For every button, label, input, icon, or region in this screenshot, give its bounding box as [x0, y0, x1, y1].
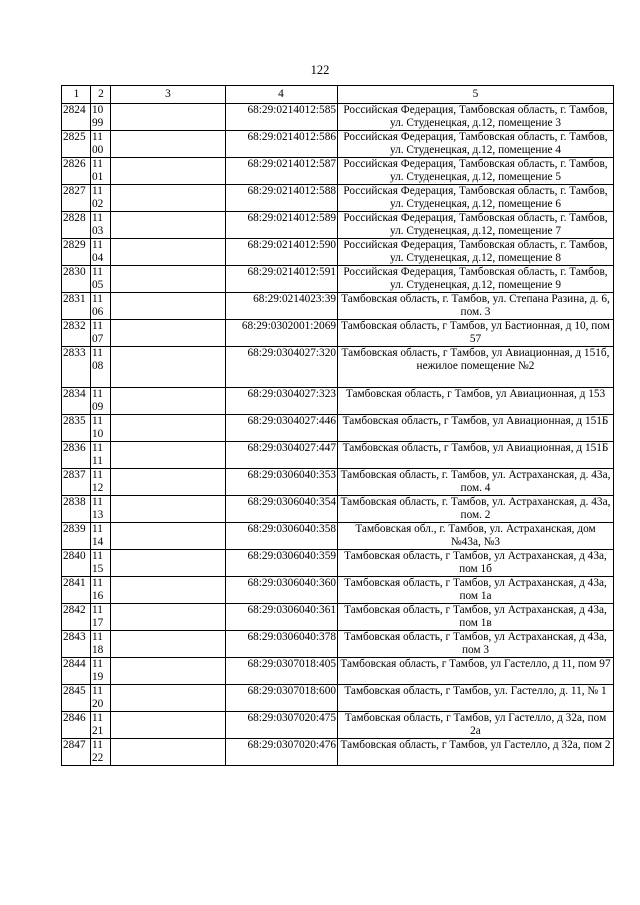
row-empty-cell: [111, 739, 226, 766]
row-empty-cell: [111, 523, 226, 550]
address-cell: Тамбовская область, г. Тамбов, ул. Астраханская, д. 43а, пом. 4: [338, 469, 614, 496]
cadastral-number-cell: 68:29:0306040:359: [226, 550, 338, 577]
table-row: [62, 388, 614, 415]
cadastral-number-cell: 68:29:0306040:361: [226, 604, 338, 631]
row-id-cell: 1117: [91, 604, 111, 631]
row-number-cell: 2843: [62, 631, 91, 658]
row-id-cell: 1111: [91, 442, 111, 469]
header-col-4: 4: [226, 86, 338, 104]
row-number-cell: 2828: [62, 212, 91, 239]
table-row: [62, 604, 614, 631]
row-empty-cell: [111, 185, 226, 212]
table-row: [62, 266, 614, 293]
address-cell: Российская Федерация, Тамбовская область, г. Тамбов, ул. Студенецкая, д.12, помещение 5: [338, 158, 614, 185]
row-number-cell: 2846: [62, 712, 91, 739]
row-number-cell: 2837: [62, 469, 91, 496]
registry-table: [61, 85, 614, 766]
row-id-cell: 1106: [91, 293, 111, 320]
address-cell: Тамбовская область, г Тамбов, ул Авиационная, д 151б, нежилое помещение №2: [338, 347, 614, 388]
table-row: [62, 496, 614, 523]
header-col-1: 1: [62, 86, 91, 104]
row-id-cell: 1114: [91, 523, 111, 550]
page-number: 122: [310, 63, 330, 77]
row-number-cell: 2836: [62, 442, 91, 469]
row-empty-cell: [111, 658, 226, 685]
address-cell: Тамбовская область, г Тамбов, ул Астраханская, д 43а, пом 3: [338, 631, 614, 658]
row-empty-cell: [111, 388, 226, 415]
row-number-cell: 2845: [62, 685, 91, 712]
row-empty-cell: [111, 266, 226, 293]
row-number-cell: 2844: [62, 658, 91, 685]
cadastral-number-cell: 68:29:0214012:587: [226, 158, 338, 185]
row-id-cell: 1120: [91, 685, 111, 712]
address-cell: Тамбовская область, г Тамбов, ул Астраханская, д 43а, пом 1а: [338, 577, 614, 604]
cadastral-number-cell: 68:29:0214012:590: [226, 239, 338, 266]
table-header-row: [62, 86, 614, 104]
address-cell: Российская Федерация, Тамбовская область, г. Тамбов, ул. Студенецкая, д.12, помещение 4: [338, 131, 614, 158]
row-empty-cell: [111, 577, 226, 604]
row-empty-cell: [111, 212, 226, 239]
row-number-cell: 2825: [62, 131, 91, 158]
row-id-cell: 1103: [91, 212, 111, 239]
row-number-cell: 2829: [62, 239, 91, 266]
cadastral-number-cell: 68:29:0304027:447: [226, 442, 338, 469]
cadastral-number-cell: 68:29:0306040:354: [226, 496, 338, 523]
row-empty-cell: [111, 293, 226, 320]
row-number-cell: 2831: [62, 293, 91, 320]
cadastral-number-cell: 68:29:0306040:353: [226, 469, 338, 496]
table-row: [62, 685, 614, 712]
table-row: [62, 212, 614, 239]
table-row: [62, 577, 614, 604]
row-number-cell: 2842: [62, 604, 91, 631]
row-empty-cell: [111, 131, 226, 158]
row-id-cell: 1119: [91, 658, 111, 685]
cadastral-number-cell: 68:29:0304027:320: [226, 347, 338, 388]
row-number-cell: 2834: [62, 388, 91, 415]
address-cell: Российская Федерация, Тамбовская область, г. Тамбов, ул. Студенецкая, д.12, помещение 9: [338, 266, 614, 293]
address-cell: Российская Федерация, Тамбовская область, г. Тамбов, ул. Студенецкая, д.12, помещение 7: [338, 212, 614, 239]
row-number-cell: 2840: [62, 550, 91, 577]
row-id-cell: 1112: [91, 469, 111, 496]
row-id-cell: 1115: [91, 550, 111, 577]
table-row: [62, 347, 614, 388]
address-cell: Тамбовская область, г Тамбов, ул Бастионная, д 10, пом 57: [338, 320, 614, 347]
address-cell: Тамбовская область, г. Тамбов, ул. Степана Разина, д. 6, пом. 3: [338, 293, 614, 320]
address-cell: Тамбовская обл., г. Тамбов, ул. Астраханская, дом №43а, №3: [338, 523, 614, 550]
table-row: [62, 158, 614, 185]
table-row: [62, 469, 614, 496]
row-empty-cell: [111, 104, 226, 131]
address-cell: Тамбовская область, г Тамбов, ул Авиационная, д 151Б: [338, 415, 614, 442]
row-empty-cell: [111, 550, 226, 577]
address-cell: Тамбовская область, г. Тамбов, ул. Астраханская, д. 43а, пом. 2: [338, 496, 614, 523]
address-cell: Российская Федерация, Тамбовская область, г. Тамбов, ул. Студенецкая, д.12, помещение 8: [338, 239, 614, 266]
row-id-cell: 1113: [91, 496, 111, 523]
table-row: [62, 415, 614, 442]
row-id-cell: 1100: [91, 131, 111, 158]
row-number-cell: 2830: [62, 266, 91, 293]
row-id-cell: 1118: [91, 631, 111, 658]
cadastral-number-cell: 68:29:0307020:476: [226, 739, 338, 766]
address-cell: Тамбовская область, г Тамбов, ул Авиационная, д 151Б: [338, 442, 614, 469]
row-number-cell: 2841: [62, 577, 91, 604]
table-row: [62, 631, 614, 658]
address-cell: Тамбовская область, г Тамбов, ул Гастелло, д 32а, пом 2а: [338, 712, 614, 739]
row-id-cell: 1099: [91, 104, 111, 131]
table-row: [62, 185, 614, 212]
cadastral-number-cell: 68:29:0307020:475: [226, 712, 338, 739]
address-cell: Тамбовская область, г Тамбов, ул Гастелло, д 11, пом 97: [338, 658, 614, 685]
table-row: [62, 658, 614, 685]
cadastral-number-cell: 68:29:0214012:585: [226, 104, 338, 131]
header-col-5: 5: [338, 86, 614, 104]
row-id-cell: 1101: [91, 158, 111, 185]
cadastral-number-cell: 68:29:0306040:358: [226, 523, 338, 550]
cadastral-number-cell: 68:29:0304027:323: [226, 388, 338, 415]
row-empty-cell: [111, 158, 226, 185]
row-id-cell: 1109: [91, 388, 111, 415]
cadastral-number-cell: 68:29:0307018:600: [226, 685, 338, 712]
row-id-cell: 1110: [91, 415, 111, 442]
table-body: [62, 104, 614, 766]
row-id-cell: 1121: [91, 712, 111, 739]
row-empty-cell: [111, 496, 226, 523]
row-number-cell: 2832: [62, 320, 91, 347]
table-row: [62, 320, 614, 347]
row-empty-cell: [111, 604, 226, 631]
table-row: [62, 550, 614, 577]
address-cell: Российская Федерация, Тамбовская область, г. Тамбов, ул. Студенецкая, д.12, помещение 3: [338, 104, 614, 131]
row-number-cell: 2833: [62, 347, 91, 388]
row-number-cell: 2835: [62, 415, 91, 442]
row-empty-cell: [111, 469, 226, 496]
table-row: [62, 293, 614, 320]
row-number-cell: 2839: [62, 523, 91, 550]
row-id-cell: 1105: [91, 266, 111, 293]
address-cell: Тамбовская область, г Тамбов, ул Астраханская, д 43а, пом 1в: [338, 604, 614, 631]
row-id-cell: 1122: [91, 739, 111, 766]
cadastral-number-cell: 68:29:0214012:588: [226, 185, 338, 212]
address-cell: Тамбовская область, г Тамбов, ул Авиационная, д 153: [338, 388, 614, 415]
table-row: [62, 712, 614, 739]
header-col-2: 2: [91, 86, 111, 104]
row-number-cell: 2824: [62, 104, 91, 131]
table-row: [62, 523, 614, 550]
row-empty-cell: [111, 712, 226, 739]
cadastral-number-cell: 68:29:0214023:39: [226, 293, 338, 320]
cadastral-number-cell: 68:29:0307018:405: [226, 658, 338, 685]
cadastral-number-cell: 68:29:0306040:360: [226, 577, 338, 604]
row-id-cell: 1104: [91, 239, 111, 266]
row-empty-cell: [111, 631, 226, 658]
row-empty-cell: [111, 442, 226, 469]
address-cell: Тамбовская область, г Тамбов, ул Астраханская, д 43а, пом 1б: [338, 550, 614, 577]
table-row: [62, 104, 614, 131]
cadastral-number-cell: 68:29:0214012:591: [226, 266, 338, 293]
row-number-cell: 2847: [62, 739, 91, 766]
cadastral-number-cell: 68:29:0306040:378: [226, 631, 338, 658]
row-empty-cell: [111, 320, 226, 347]
cadastral-number-cell: 68:29:0302001:2069: [226, 320, 338, 347]
address-cell: Тамбовская область, г Тамбов, ул. Гастелло, д. 11, № 1: [338, 685, 614, 712]
row-number-cell: 2838: [62, 496, 91, 523]
row-id-cell: 1108: [91, 347, 111, 388]
header-col-3: 3: [111, 86, 226, 104]
cadastral-number-cell: 68:29:0304027:446: [226, 415, 338, 442]
row-empty-cell: [111, 239, 226, 266]
cadastral-number-cell: 68:29:0214012:586: [226, 131, 338, 158]
table-row: [62, 442, 614, 469]
cadastral-number-cell: 68:29:0214012:589: [226, 212, 338, 239]
row-id-cell: 1107: [91, 320, 111, 347]
row-empty-cell: [111, 347, 226, 388]
table-row: [62, 739, 614, 766]
row-id-cell: 1102: [91, 185, 111, 212]
address-cell: Российская Федерация, Тамбовская область, г. Тамбов, ул. Студенецкая, д.12, помещение 6: [338, 185, 614, 212]
row-number-cell: 2826: [62, 158, 91, 185]
address-cell: Тамбовская область, г Тамбов, ул Гастелло, д 32а, пом 2: [338, 739, 614, 766]
row-number-cell: 2827: [62, 185, 91, 212]
row-empty-cell: [111, 415, 226, 442]
row-id-cell: 1116: [91, 577, 111, 604]
table-row: [62, 131, 614, 158]
row-empty-cell: [111, 685, 226, 712]
table-row: [62, 239, 614, 266]
